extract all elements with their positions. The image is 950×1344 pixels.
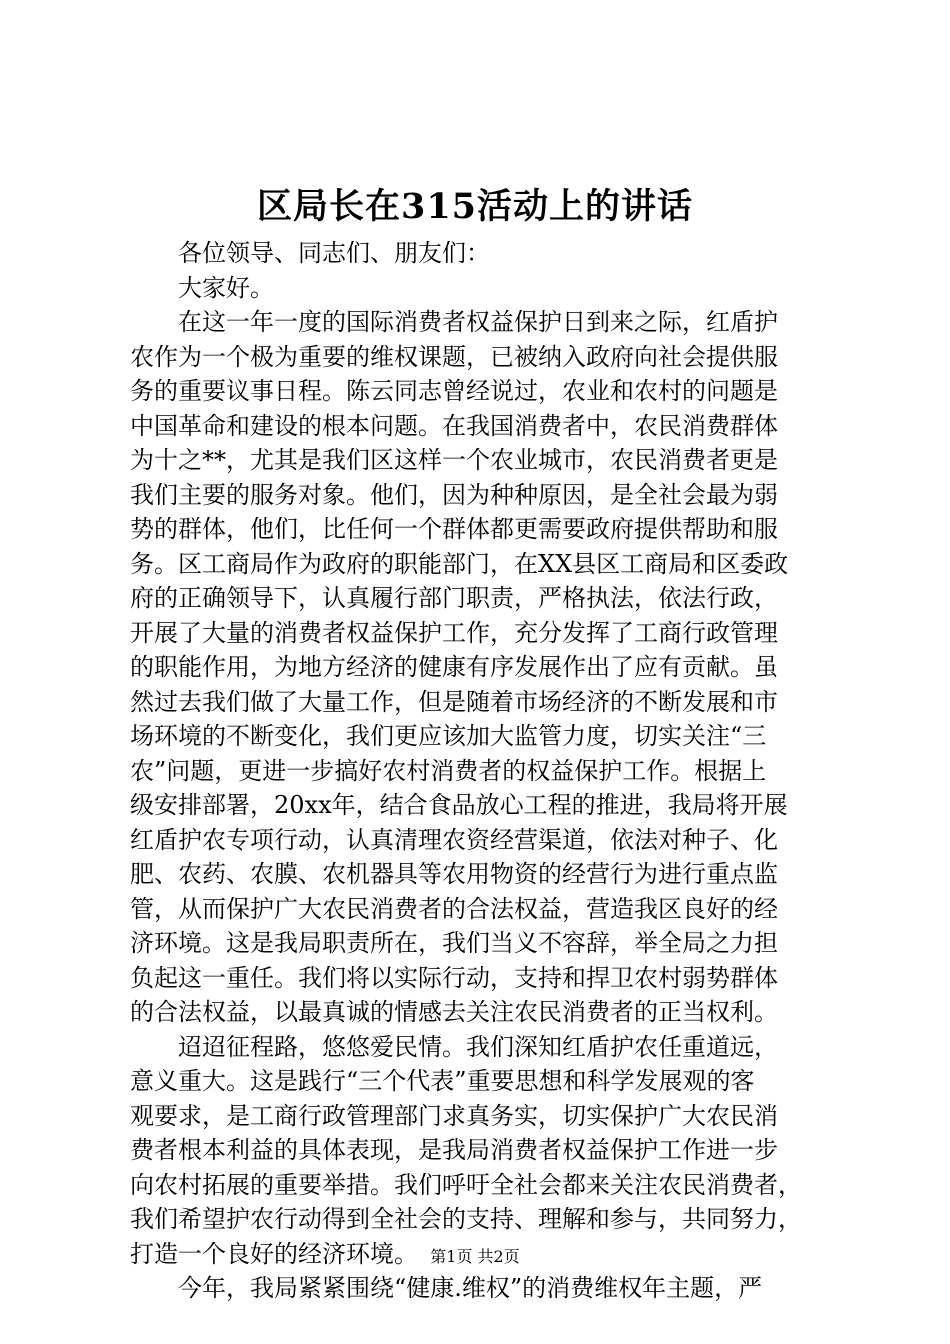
text-line: 开展了大量的消费者权益保护工作，充分发挥了工商行政管理 xyxy=(130,618,778,647)
document-title: 区局长在315活动上的讲话 xyxy=(256,186,694,227)
text-line: 负起这一重任。我们将以实际行动，支持和捍卫农村弱势群体 xyxy=(130,963,778,992)
text-line: 务的重要议事日程。陈云同志曾经说过，农业和农村的问题是 xyxy=(130,377,778,405)
greeting: 大家好。 xyxy=(178,273,274,302)
text-line: 场环境的不断变化，我们更应该加大监管力度，切实关注“三 xyxy=(130,722,767,750)
text-line: 向农村拓展的重要举措。我们呼吁全社会都来关注农民消费者， xyxy=(130,1170,802,1199)
text-line: 今年，我局紧紧围绕“健康.维权”的消费维权年主题，严 xyxy=(178,1274,763,1302)
paragraph-2 xyxy=(130,1030,830,1272)
text-line: 费者根本利益的具体表现，是我局消费者权益保护工作进一步 xyxy=(130,1136,778,1164)
text-line: 农”问题，更进一步搞好农村消费者的权益保护工作。根据上 xyxy=(130,756,767,785)
text-line: 农作为一个极为重要的维权课题，已被纳入政府向社会提供服 xyxy=(130,342,778,371)
text-line: 我们主要的服务对象。他们，因为种种原因，是全社会最为弱 xyxy=(130,480,778,509)
text-line: 红盾护农专项行动，认真清理农资经营渠道，依法对种子、化 xyxy=(130,825,778,854)
text-line: 然过去我们做了大量工作，但是随着市场经济的不断发展和市 xyxy=(130,687,778,716)
text-line: 打造一个良好的经济环境。 xyxy=(130,1239,418,1268)
text-line: 管，从而保护广大农民消费者的合法权益，营造我区良好的经 xyxy=(130,894,778,923)
text-line: 的职能作用，为地方经济的健康有序发展作出了应有贡献。虽 xyxy=(130,653,778,681)
text-line: 在这一年一度的国际消费者权益保护日到来之际，红盾护 xyxy=(178,308,778,336)
salutation: 各位领导、同志们、朋友们： xyxy=(178,239,490,267)
paragraph-3 xyxy=(130,1271,830,1306)
paragraph-1 xyxy=(130,305,830,1030)
text-line: 势的群体，他们，比任何一个群体都更需要政府提供帮助和服 xyxy=(130,515,778,543)
text-line: 中国革命和建设的根本问题。在我国消费者中，农民消费群体 xyxy=(130,411,778,440)
text-line: 为十之**，尤其是我们区这样一个农业城市，农民消费者更是 xyxy=(130,446,778,474)
text-line: 府的正确领导下，认真履行部门职责，严格执法，依法行政， xyxy=(130,584,778,612)
document-body xyxy=(130,236,830,1306)
text-line: 级安排部署，20xx年，结合食品放心工程的推进，我局将开展 xyxy=(130,791,788,819)
text-line: 意义重大。这是践行“三个代表”重要思想和科学发展观的客 xyxy=(130,1067,755,1095)
text-line: 济环境。这是我局职责所在，我们当义不容辞，举全局之力担 xyxy=(130,929,778,957)
text-line: 务。区工商局作为政府的职能部门，在XX县区工商局和区委政 xyxy=(130,549,789,578)
text-line: 肥、农药、农膜、农机器具等农用物资的经营行为进行重点监 xyxy=(130,860,778,888)
text-line: 迢迢征程路，悠悠爱民情。我们深知红盾护农任重道远， xyxy=(178,1032,778,1061)
text-line: 的合法权益，以最真诚的情感去关注农民消费者的正当权利。 xyxy=(130,998,778,1026)
text-line: 我们希望护农行动得到全社会的支持、理解和参与，共同努力， xyxy=(130,1205,802,1233)
text-line: 观要求，是工商行政管理部门求真务实，切实保护广大农民消 xyxy=(130,1101,778,1130)
page-number: 第1页 共2页 xyxy=(430,1247,520,1266)
